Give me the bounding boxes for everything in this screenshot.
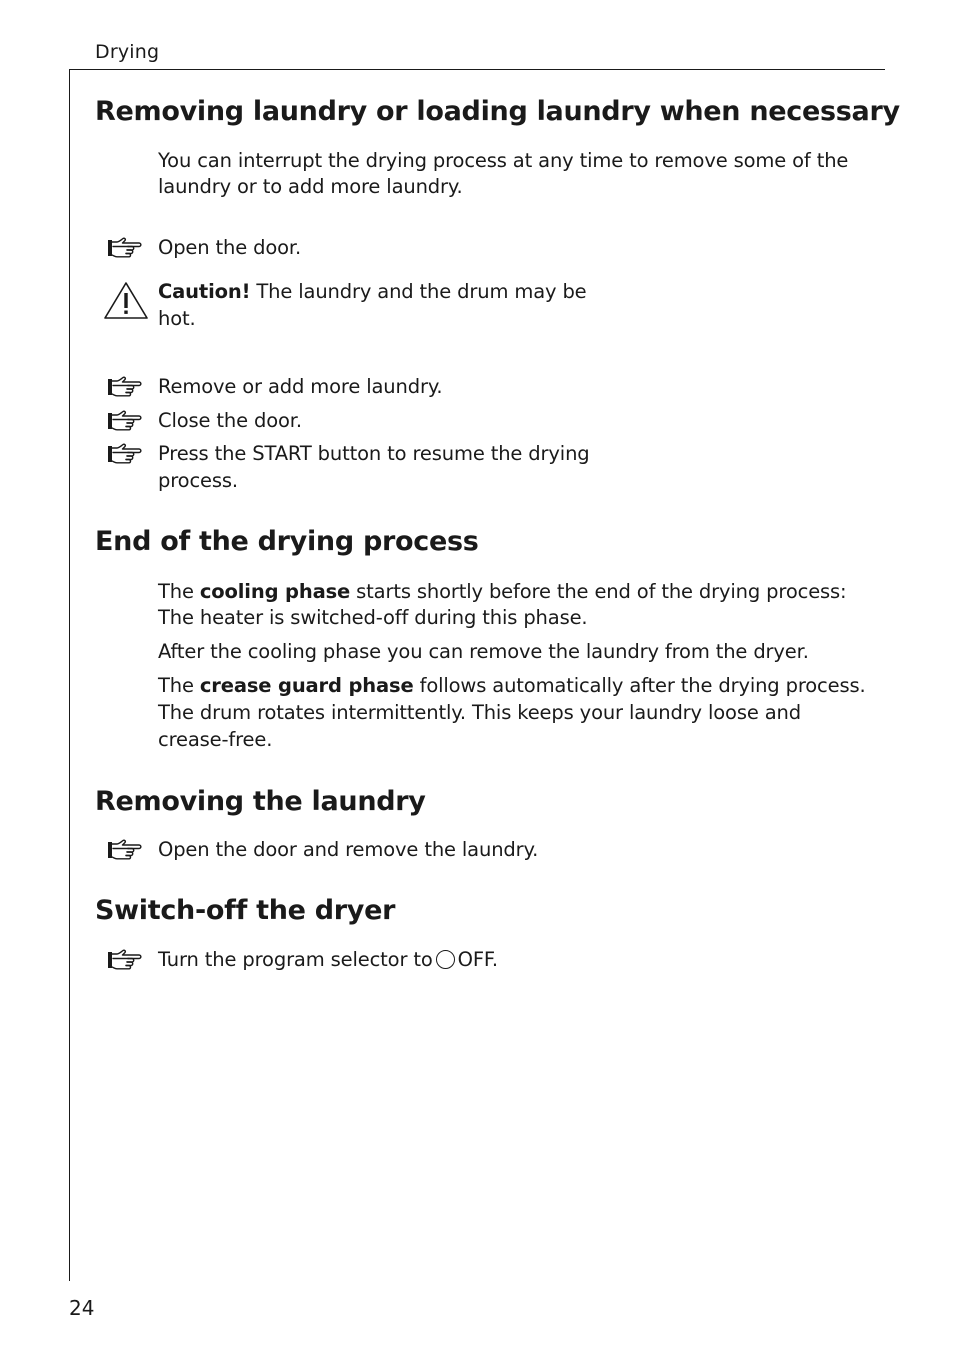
page-number: 24 xyxy=(69,1296,95,1320)
crease-line-2: The drum rotates intermittently. This keeps your laundry loose and xyxy=(158,701,801,724)
crease-line-3: crease-free. xyxy=(158,728,273,751)
intro-line-2: laundry or to add more laundry. xyxy=(158,175,463,198)
step-open-remove: Open the door and remove the laundry. xyxy=(158,838,539,861)
text-run: OFF. xyxy=(457,948,498,971)
pointing-hand-icon xyxy=(105,442,147,468)
pointing-hand-icon xyxy=(105,375,147,401)
pointing-hand-icon xyxy=(105,409,147,435)
text-run: Turn the program selector to xyxy=(158,948,433,971)
pointing-hand-icon xyxy=(105,948,147,974)
step-turn-selector xyxy=(158,946,498,973)
bold-term-cooling-phase: cooling phase xyxy=(199,580,351,603)
header-rule xyxy=(69,69,885,70)
step-close-door: Close the door. xyxy=(158,409,302,432)
caution-line-2: hot. xyxy=(158,307,196,330)
step-press-start-line-2: process. xyxy=(158,469,238,492)
heading-end-of-drying: End of the drying process xyxy=(95,526,479,557)
warning-triangle-icon xyxy=(103,281,149,321)
heading-removing-laundry: Removing the laundry xyxy=(95,786,426,817)
caution-line-1 xyxy=(158,278,587,305)
heading-removing-loading: Removing laundry or loading laundry when necessary xyxy=(95,96,900,127)
section-header: Drying xyxy=(95,41,160,63)
after-cooling: After the cooling phase you can remove the laundry from the dryer. xyxy=(158,640,809,663)
text-run: The xyxy=(158,580,200,603)
text-run: follows automatically after the drying process. xyxy=(413,674,866,697)
cooling-line-2: The heater is switched-off during this phase. xyxy=(158,606,588,629)
crease-line-1 xyxy=(158,672,866,699)
pointing-hand-icon xyxy=(105,236,147,262)
heading-switch-off: Switch-off the dryer xyxy=(95,895,396,926)
caution-text: The laundry and the drum may be xyxy=(250,280,587,303)
text-run: The xyxy=(158,674,200,697)
bold-term-crease-guard: crease guard phase xyxy=(199,674,414,697)
pointing-hand-icon xyxy=(105,838,147,864)
step-remove-add: Remove or add more laundry. xyxy=(158,375,443,398)
step-open-door: Open the door. xyxy=(158,236,302,259)
step-press-start-line-1: Press the START button to resume the drying xyxy=(158,442,590,465)
intro-line-1: You can interrupt the drying process at any time to remove some of the xyxy=(158,149,849,172)
margin-rule xyxy=(69,69,70,1281)
caution-label: Caution! xyxy=(158,280,251,303)
off-circle-icon xyxy=(436,950,455,969)
text-run: starts shortly before the end of the drying process: xyxy=(350,580,847,603)
cooling-line-1 xyxy=(158,578,846,605)
